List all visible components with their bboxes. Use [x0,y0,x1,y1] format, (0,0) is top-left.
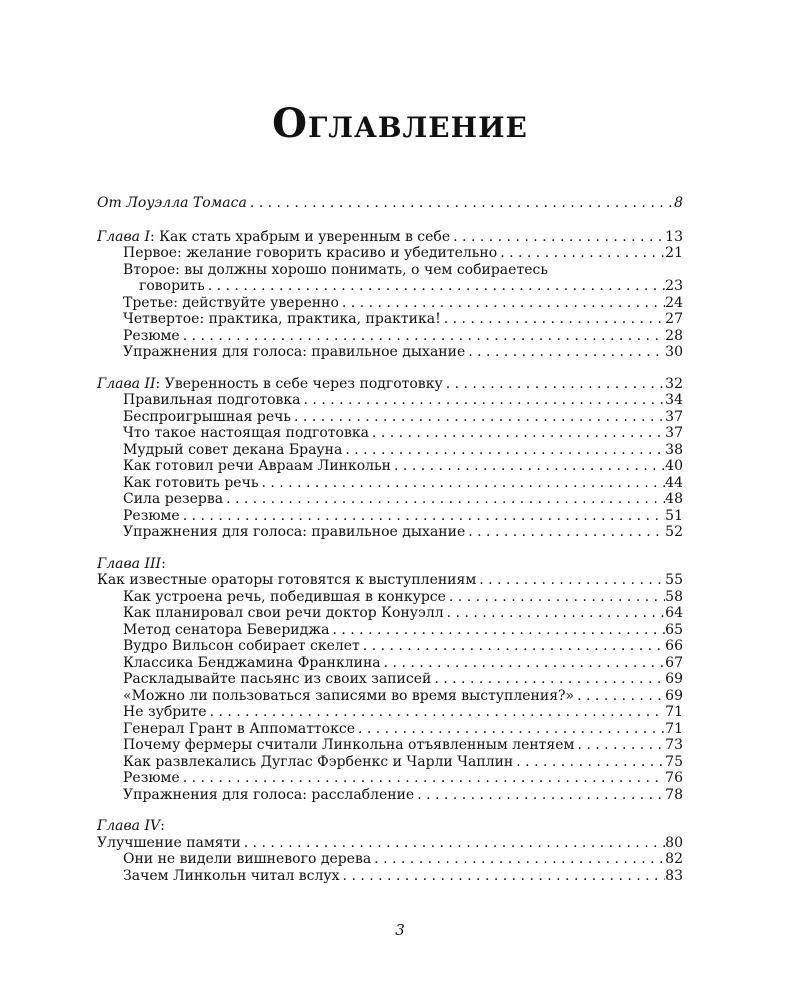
toc-entry-page: 64 [665,605,683,621]
leader-dots [443,376,665,393]
toc-entry[interactable] [97,868,683,885]
toc-entry-label: Как устроена речь, победившая в конкурсе [123,588,446,605]
toc-entry-page: 66 [665,638,683,654]
leader-dots [291,409,665,426]
toc-entry-page: 67 [665,654,683,671]
chapter-label: Глава II [97,375,156,392]
toc-entry-label [97,556,166,573]
toc-entry-page: 76 [665,770,683,786]
toc-entry-label: Упражнения для голоса: расслабление [123,786,415,803]
toc-entry-page: 24 [665,294,683,311]
toc-entry-label: Генерал Грант в Аппоматтоксе [123,720,355,737]
chapter-label: Глава III [97,555,162,572]
toc-entry[interactable] [97,409,683,426]
toc-entry-page: 13 [665,228,683,245]
leader-dots [441,311,665,328]
toc-entry-page: 44 [665,474,683,491]
leader-dots [247,195,674,212]
leader-dots [465,344,665,361]
toc-entry-label: Четвертое: практика, практика, практика! [123,311,441,327]
leader-dots [180,508,665,525]
toc-entry[interactable] [97,245,683,262]
toc-entry[interactable] [97,442,683,459]
toc-entry-page: 28 [665,327,683,344]
leader-dots [369,425,665,442]
toc-entry-label: Резюме [123,507,180,524]
toc-entry-page: 40 [665,458,683,474]
leader-dots [574,737,665,754]
toc-entry[interactable] [97,458,683,475]
table-of-contents [97,195,683,884]
toc-entry-label: Как развлекались Дуглас Фэрбенкс и Чарли Чаплин [123,753,514,770]
leader-dots [241,835,665,852]
chapter-title: : Как стать храбрым и уверенным в себе [150,228,451,245]
leader-dots [340,868,666,885]
toc-entry-label: Как известные ораторы готовятся к выступлениям [97,572,477,588]
toc-chapter-heading[interactable] [97,835,683,852]
toc-entry-continuation[interactable] [97,278,683,295]
toc-entry[interactable] [97,688,683,705]
leader-dots [381,655,666,672]
leader-dots [465,524,665,541]
toc-entry-label: Второе: вы должны хорошо понимать, о чем собираетесь [123,261,548,278]
toc-entry-label: Вудро Вильсон собирает скелет [123,638,360,654]
toc-entry-label: Как готовить речь [123,474,259,491]
leader-dots [342,442,665,459]
toc-entry[interactable] [97,605,683,622]
toc-entry[interactable] [97,704,683,721]
chapter-label: Глава IV [97,818,161,834]
toc-entry-label: Метод сенатора Бевериджа [123,621,330,638]
toc-entry[interactable] [97,195,683,212]
toc-entry-label: Упражнения для голоса: правильное дыхание [123,344,466,360]
toc-entry-page: 21 [665,245,683,261]
toc-entry-page: 48 [665,491,683,507]
leader-dots [355,721,665,738]
toc-entry-label: Правильная подготовка [123,392,301,408]
toc-entry-page: 23 [665,278,683,294]
toc-chapter-heading[interactable] [97,229,683,246]
toc-entry-page: 58 [665,588,683,605]
toc-entry[interactable] [97,392,683,409]
leader-dots [180,328,665,345]
chapter-label: Глава I [97,228,151,245]
toc-entry-label: «Можно ли пользоваться записями во время выступления?» [123,687,575,704]
toc-entry[interactable] [97,754,683,771]
leader-dots [258,475,665,492]
toc-entry[interactable] [97,295,683,312]
toc-entry-page: 34 [665,392,683,408]
leader-dots [476,572,665,589]
toc-entry-page: 83 [665,867,683,884]
toc-entry[interactable] [97,770,683,787]
toc-entry-page: 71 [665,704,683,720]
leader-dots [329,622,665,639]
toc-chapter-label-line [97,818,683,835]
toc-entry[interactable] [97,475,683,492]
page-number: 3 [395,921,405,939]
toc-entry-page: 32 [665,375,683,392]
toc-entry-label: Беспроигрышная речь [123,408,292,425]
toc-entry-label: Улучшение памяти [97,834,241,851]
toc-entry-page: 65 [665,621,683,638]
toc-entry-label: Мудрый совет декана Брауна [123,441,343,458]
toc-entry-label: Резюме [123,770,180,786]
toc-entry-label: Как планировал свои речи доктор Конуэлл [123,605,444,621]
toc-entry-label: Раскладывайте пасьянс из своих записей [123,671,432,687]
toc-entry-page: 52 [665,524,683,540]
leader-dots [431,671,665,688]
toc-entry[interactable] [97,262,683,279]
toc-entry-page: 78 [665,786,683,803]
chapter-title: : [161,555,166,572]
toc-chapter-2 [97,376,683,541]
toc-entry-page: 69 [665,687,683,704]
leader-dots [391,458,665,475]
toc-chapter-1 [97,229,683,361]
toc-entry-page: 30 [665,344,683,360]
toc-entry[interactable] [97,344,683,361]
leader-dots [574,688,665,705]
toc-entry-page: 75 [665,753,683,770]
toc-entry[interactable] [97,655,683,672]
toc-entry-label: Первое: желание говорить красиво и убедительно [123,245,498,261]
toc-entry-label: Упражнения для голоса: правильное дыхание [123,524,466,540]
toc-chapter-label-line [97,556,683,573]
leader-dots [205,278,665,295]
toc-entry-page: 38 [665,441,683,458]
toc-entry-page: 37 [665,408,683,425]
leader-dots [497,245,665,262]
toc-entry-page: 80 [665,834,683,851]
toc-entry-label: Зачем Линкольн читал вслух [123,867,340,884]
chapter-title: : Уверенность в себе через подготовку [155,375,443,392]
leader-dots [446,589,665,606]
toc-entry[interactable] [97,671,683,688]
toc-entry-page: 37 [665,425,683,441]
toc-entry-label: Почему фермеры считали Линкольна отъявленным лентяем [123,737,575,753]
toc-chapter-3 [97,556,683,804]
leader-dots [339,295,665,312]
toc-entry-label: Резюме [123,327,180,344]
toc-entry-label: Третье: действуйте уверенно [123,294,339,311]
leader-dots [444,605,666,622]
toc-chapter-heading[interactable] [97,376,683,393]
toc-entry[interactable] [97,589,683,606]
leader-dots [360,638,665,655]
leader-dots [301,392,666,409]
leader-dots [180,770,665,787]
leader-dots [414,787,665,804]
toc-entry[interactable] [97,508,683,525]
leader-dots [207,704,666,721]
leader-dots [371,851,665,868]
toc-entry-label: От Лоуэлла Томаса [97,195,247,211]
toc-entry[interactable] [97,425,683,442]
toc-entry-page: 82 [665,851,683,867]
toc-entry-label [97,229,450,246]
toc-entry[interactable] [97,491,683,508]
toc-entry-page: 51 [665,507,683,524]
toc-entry-page: 55 [665,572,683,588]
toc-entry-page: 8 [674,195,683,211]
toc-entry-label-cont: говорить [139,278,205,294]
chapter-title: : [160,818,165,834]
toc-entry-label: Классика Бенджамина Франклина [123,654,381,671]
toc-entry-page: 27 [665,311,683,327]
toc-entry[interactable] [97,311,683,328]
toc-entry-label: Как готовил речи Авраам Линкольн [123,458,392,474]
toc-entry[interactable] [97,851,683,868]
toc-entry-page: 73 [665,737,683,753]
toc-entry[interactable] [97,328,683,345]
toc-entry[interactable] [97,787,683,804]
leader-dots [513,754,665,771]
toc-entry-label: Сила резерва [123,491,224,507]
toc-entry-page: 69 [665,671,683,687]
toc-entry[interactable] [97,638,683,655]
toc-entry-label: Что такое настоящая подготовка [123,425,369,441]
leader-dots [223,491,665,508]
toc-chapter-heading[interactable] [97,572,683,589]
leader-dots [450,229,665,246]
toc-entry[interactable] [97,622,683,639]
toc-entry-label [97,376,443,393]
toc-entry-label: Не зубрите [123,704,207,720]
toc-entry-page: 71 [665,720,683,737]
toc-entry[interactable] [97,737,683,754]
toc-entry[interactable] [97,721,683,738]
toc-intro [97,195,683,212]
page-title: Оглавление [272,100,528,147]
toc-entry-label [97,818,165,835]
toc-chapter-4 [97,818,683,884]
toc-entry-label: Они не видели вишневого дерева [123,851,372,867]
toc-entry[interactable] [97,524,683,541]
